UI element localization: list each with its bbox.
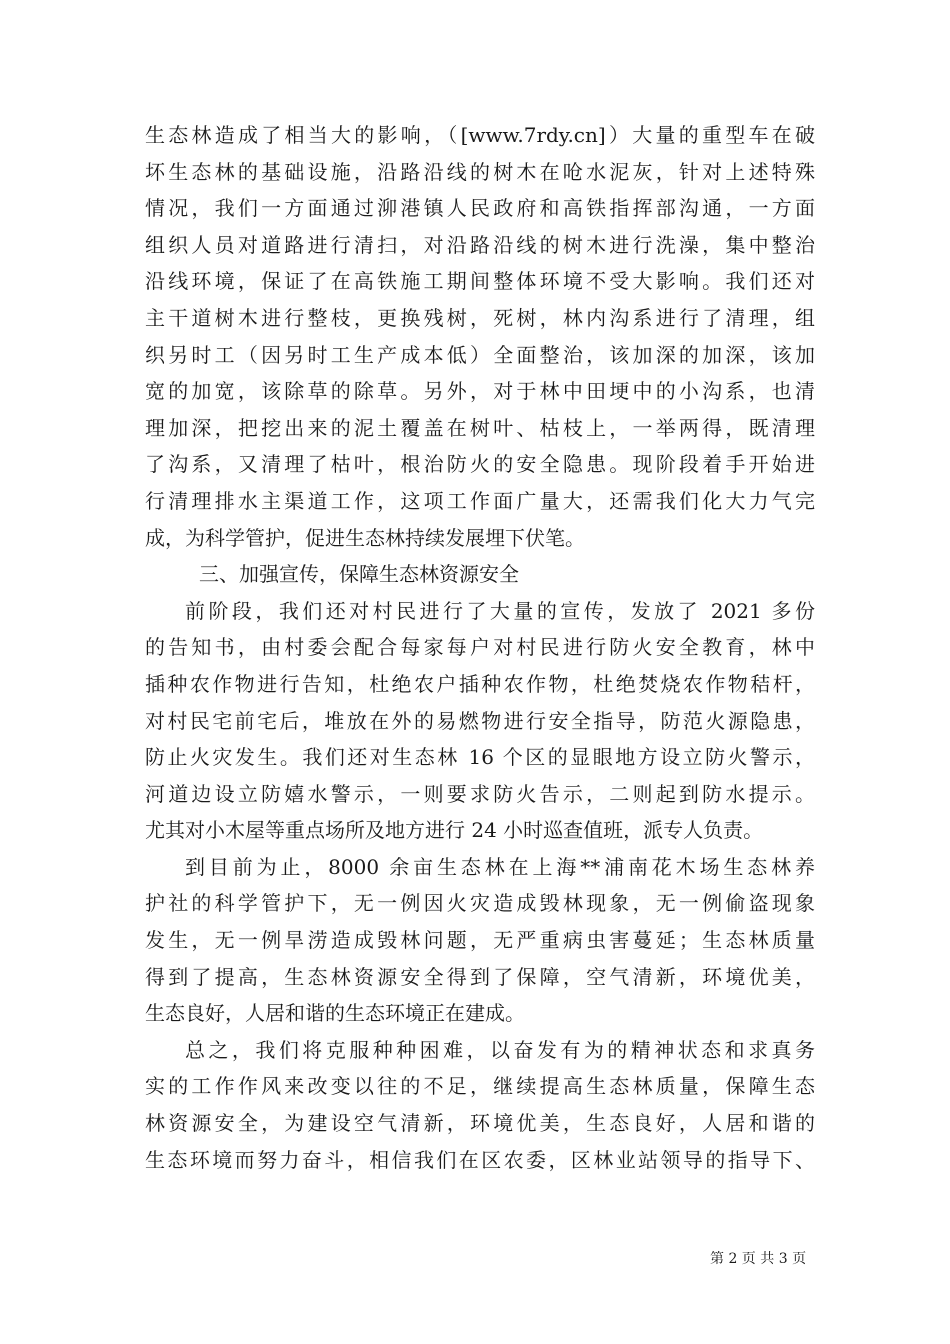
page-number: 第 2 页 共 3 页 xyxy=(710,1251,807,1267)
text-line: 对村民宅前宅后，堆放在外的易燃物进行安全指导，防范火源隐患， xyxy=(145,708,815,733)
text-line: 了沟系，又清理了枯叶，根治防火的安全隐患。现阶段着手开始进 xyxy=(145,452,815,477)
text-line: 发生，无一例旱涝造成毁林问题，无严重病虫害蔓延；生态林质量 xyxy=(145,928,815,953)
text-line: 沿线环境，保证了在高铁施工期间整体环境不受大影响。我们还对 xyxy=(145,269,815,294)
text-line: 组织人员对道路进行清扫，对沿路沿线的树木进行洗澡，集中整治 xyxy=(145,232,815,257)
text-line: 成，为科学管护，促进生态林持续发展埋下伏笔。 xyxy=(145,525,585,550)
text-line: 林资源安全，为建设空气清新，环境优美，生态良好，人居和谐的 xyxy=(145,1111,815,1136)
text-line: 情况，我们一方面通过泖港镇人民政府和高铁指挥部沟通，一方面 xyxy=(145,196,815,221)
text-line: 插种农作物进行告知，杜绝农户插种农作物，杜绝焚烧农作物秸杆， xyxy=(145,671,815,696)
text-line: 前阶段，我们还对村民进行了大量的宣传，发放了 2021 多份 xyxy=(185,598,815,623)
text-line: 得到了提高，生态林资源安全得到了保障，空气清新，环境优美， xyxy=(145,964,815,989)
section-heading: 三、加强宣传，保障生态林资源安全 xyxy=(199,562,519,587)
text-line: 生态良好，人居和谐的生态环境正在建成。 xyxy=(145,1001,525,1026)
text-line: 防止火灾发生。我们还对生态林 16 个区的显眼地方设立防火警示， xyxy=(145,745,815,770)
text-line: 行清理排水主渠道工作，这项工作面广量大，还需我们化大力气完 xyxy=(145,488,815,513)
text-line: 实的工作作风来改变以往的不足，继续提高生态林质量，保障生态 xyxy=(145,1074,815,1099)
text-line: 生态环境而努力奋斗，相信我们在区农委，区林业站领导的指导下、 xyxy=(145,1147,815,1172)
text-line: 主干道树木进行整枝，更换残树，死树，林内沟系进行了清理，组 xyxy=(145,305,815,330)
text-line: 的告知书，由村委会配合每家每户对村民进行防火安全教育，林中 xyxy=(145,635,815,660)
document-body xyxy=(145,117,815,1178)
text-line: 尤其对小木屋等重点场所及地方进行 24 小时巡查值班，派专人负责。 xyxy=(145,818,764,843)
text-line: 织另时工（因另时工生产成本低）全面整治，该加深的加深，该加 xyxy=(145,342,815,367)
text-line: 护社的科学管护下，无一例因火灾造成毁林现象，无一例偷盗现象 xyxy=(145,891,815,916)
text-line: 河道边设立防嬉水警示，一则要求防火告示，二则起到防水提示。 xyxy=(145,781,815,806)
text-line: 宽的加宽，该除草的除草。另外，对于林中田埂中的小沟系，也清 xyxy=(145,379,815,404)
text-line: 到目前为止，8000 余亩生态林在上海**浦南花木场生态林养 xyxy=(185,854,815,879)
text-line: 坏生态林的基础设施，沿路沿线的树木在呛水泥灰，针对上述特殊 xyxy=(145,159,815,184)
text-line: 总之，我们将克服种种困难，以奋发有为的精神状态和求真务 xyxy=(185,1037,815,1062)
text-line: 理加深，把挖出来的泥土覆盖在树叶、枯枝上，一举两得，既清理 xyxy=(145,415,815,440)
text-line: 生态林造成了相当大的影响，（[www.7rdy.cn]）大量的重型车在破 xyxy=(145,123,815,147)
